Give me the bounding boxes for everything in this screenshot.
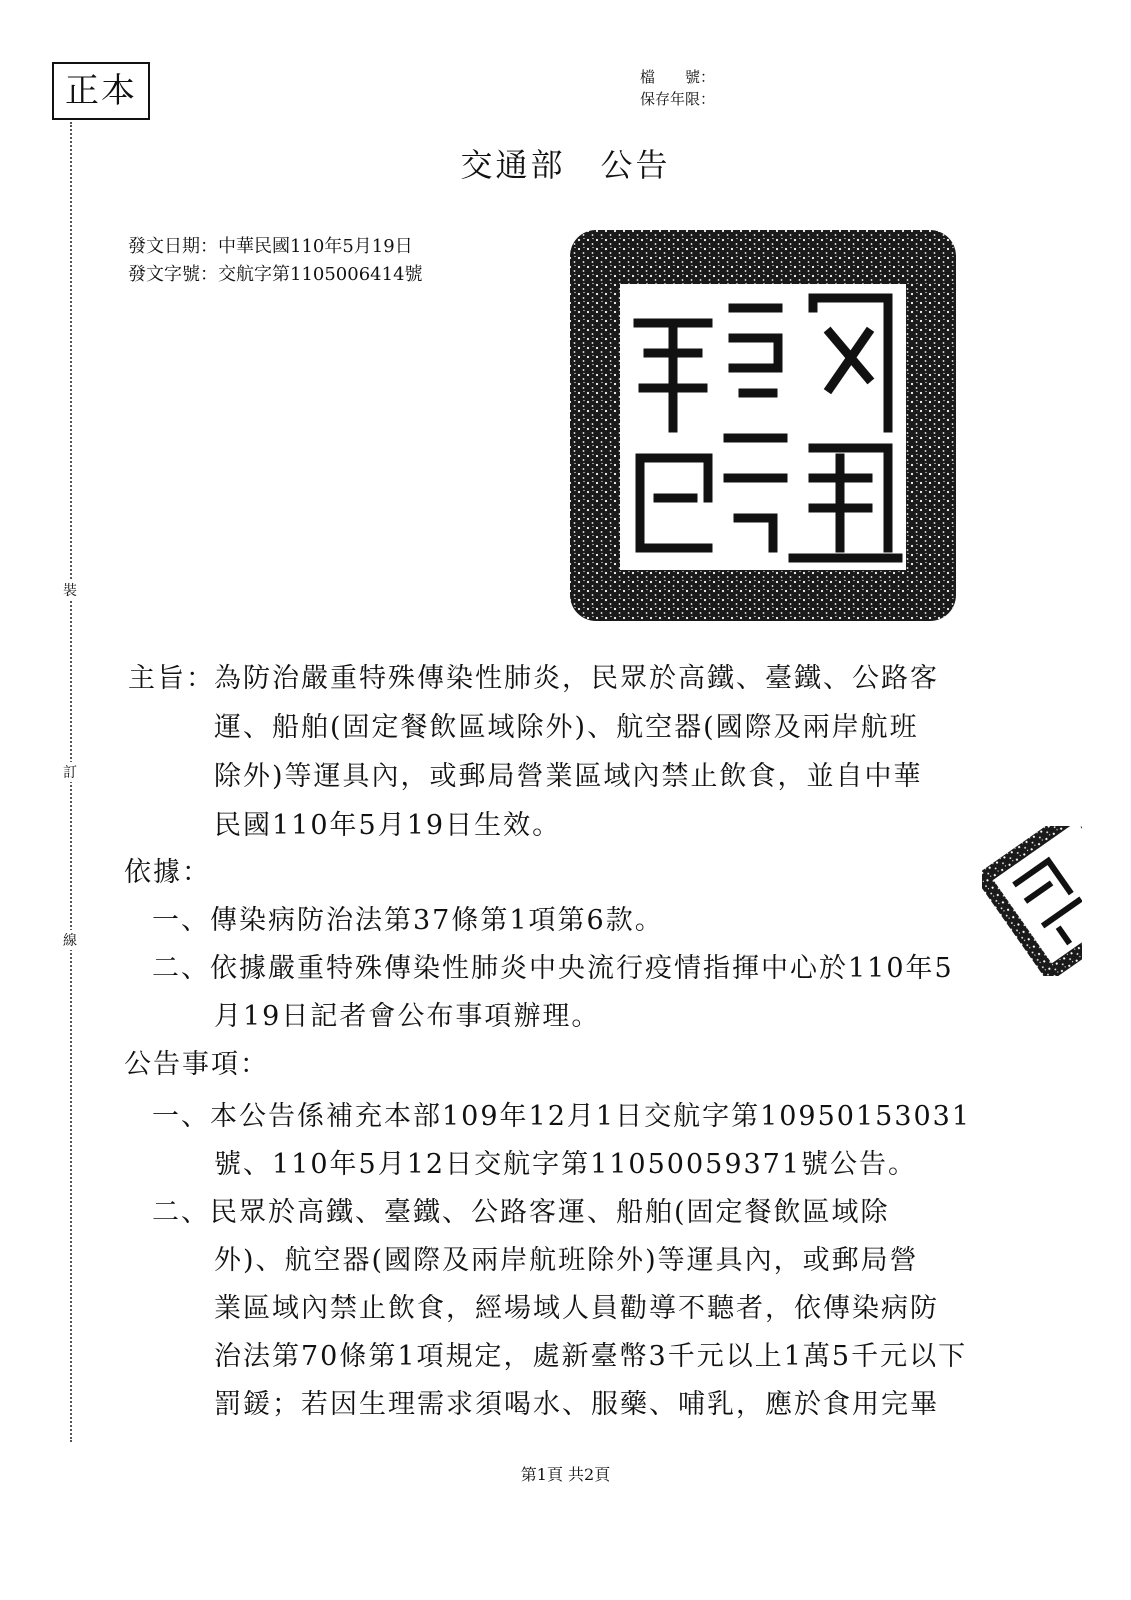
basis-label: 依據： [124,857,211,888]
subject-label: 主旨： [128,663,215,694]
binding-char-ding: 訂 [62,762,78,782]
binding-char-zhuang: 裝 [62,580,78,600]
subject-line-3: 除外)等運具內，或郵局營業區域內禁止飲食，並自中華 [214,761,923,792]
partial-side-seal [982,826,1082,976]
page-number-footer: 第1頁 共2頁 [520,1465,611,1484]
file-number-label: 檔 號： [640,68,716,86]
announcement-item-1-line-2: 號、110年5月12日交航字第11050059371號公告。 [214,1149,918,1180]
announcement-label: 公告事項： [124,1049,269,1080]
announcement-item-2-line-5: 罰鍰；若因生理需求須喝水、服藥、哺乳，應於食用完畢 [214,1389,939,1420]
announcement-item-2-line-2: 外)、航空器(國際及兩岸航班除外)等運具內，或郵局營 [214,1245,919,1276]
basis-item-2-line-2: 月19日記者會公布事項辦理。 [214,1001,601,1032]
binding-char-xian: 線 [62,930,78,950]
copy-mark-text: 正本 [65,71,137,111]
subject-line-2: 運、船舶(固定餐飲區域除外)、航空器(國際及兩岸航班 [214,712,919,743]
subject-line-1: 為防治嚴重特殊傳染性肺炎，民眾於高鐵、臺鐵、公路客 [214,663,939,694]
issue-reference-number: 發文字號：交航字第1105006414號 [128,264,423,285]
subject-line-4: 民國110年5月19日生效。 [214,810,562,841]
announcement-item-2-line-4: 治法第70條第1項規定，處新臺幣3千元以上1萬5千元以下 [214,1341,968,1372]
issue-date: 發文日期：中華民國110年5月19日 [128,236,413,257]
binding-dotted-line [70,122,72,1442]
announcement-item-1-line-1: 一、本公告係補充本部109年12月1日交航字第10950153031 [152,1101,972,1132]
copy-mark-box [52,62,150,120]
document-title: 交通部 公告 [460,146,671,184]
announcement-item-2-line-3: 業區域內禁止飲食，經場域人員勸導不聽者，依傳染病防 [214,1293,939,1324]
retention-period-label: 保存年限： [640,90,716,108]
announcement-item-2-line-1: 二、民眾於高鐵、臺鐵、公路客運、船舶(固定餐飲區域除 [152,1197,890,1228]
basis-item-2-line-1: 二、依據嚴重特殊傳染性肺炎中央流行疫情指揮中心於110年5 [152,953,954,984]
basis-item-1-line-1: 一、傳染病防治法第37條第1項第6款。 [152,905,664,936]
ministry-seal [568,228,958,623]
